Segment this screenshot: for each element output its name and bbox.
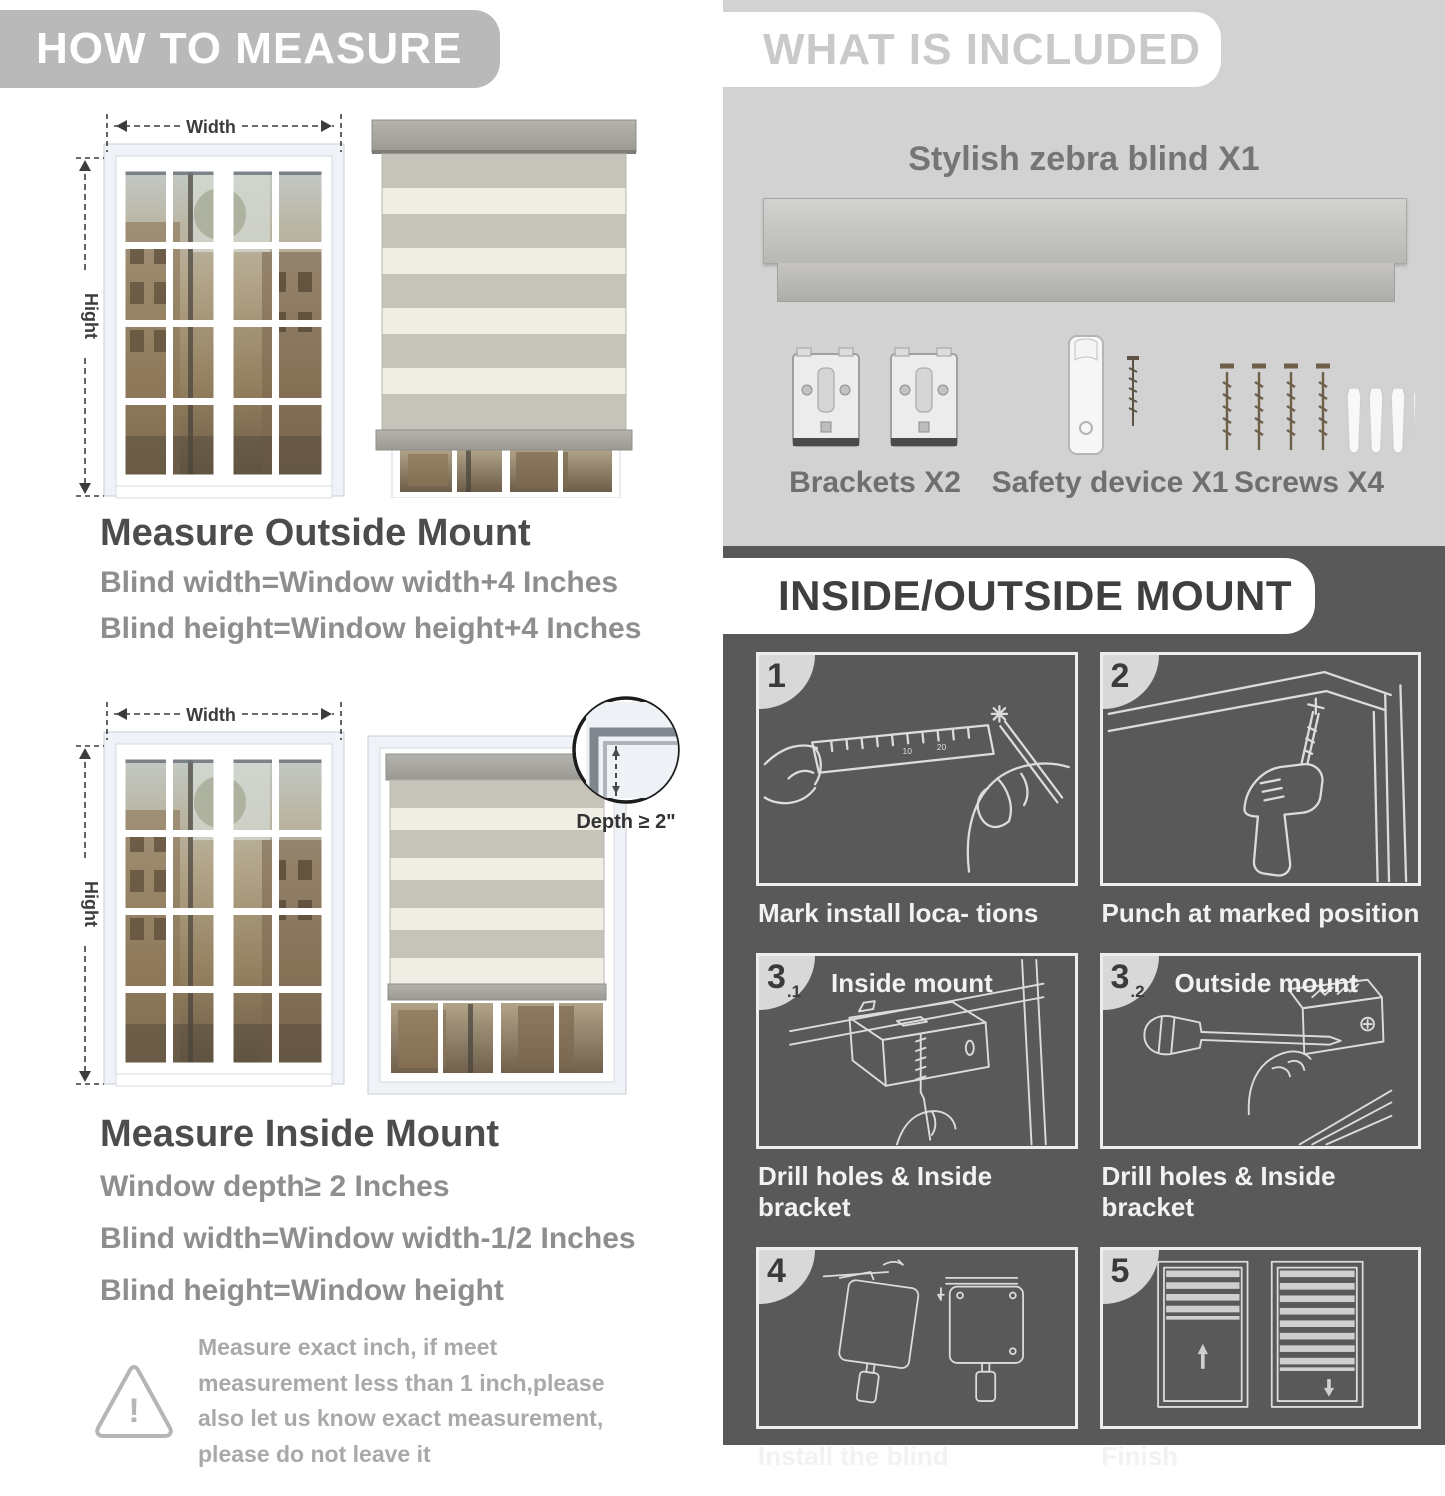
step-3-2-badge: 3 .2 — [1103, 956, 1159, 1010]
brackets-icon — [785, 342, 965, 460]
step-3-1-panel — [756, 953, 1078, 1149]
mount-instructions-section — [723, 546, 1445, 1471]
step-5-badge: 5 — [1103, 1250, 1159, 1304]
zebra-bands — [382, 154, 626, 430]
what-is-included-title: WHAT IS INCLUDED — [763, 24, 1202, 74]
mount-title: INSIDE/OUTSIDE MOUNT — [778, 572, 1293, 619]
step-1-panel — [756, 652, 1078, 886]
inside-mount-line-3: Blind height=Window height — [100, 1274, 504, 1307]
drill-illustration — [1103, 655, 1419, 883]
step-3-1-title: Inside mount — [831, 968, 993, 998]
how-to-measure-header — [0, 10, 500, 88]
step-2-badge: 2 — [1103, 655, 1159, 709]
step-card-2 — [1100, 652, 1422, 929]
depth-callout — [574, 698, 678, 802]
safety-device-label: Safety device X1 — [991, 466, 1229, 499]
step-4-badge: 4 — [759, 1250, 815, 1304]
blind-item-label: Stylish zebra blind X1 — [908, 140, 1260, 178]
width-label-2: Width — [186, 705, 236, 725]
measure-note-text: Measure exact inch, if meet measurement less than 1 inch,please also let us know exact measurement, please do not leave it — [198, 1334, 605, 1467]
mount-header — [723, 558, 1315, 634]
step-2-caption: Punch at marked position — [1101, 898, 1420, 928]
measure-note — [92, 1330, 682, 1473]
step-card-3-2 — [1100, 953, 1422, 1223]
mount-steps-grid — [756, 652, 1421, 1496]
step-card-5 — [1100, 1247, 1422, 1472]
step-3-1-caption: Drill holes & Inside bracket — [758, 1161, 993, 1222]
step-card-4 — [756, 1247, 1078, 1472]
how-to-measure-title: HOW TO MEASURE — [36, 24, 463, 73]
width-label: Width — [186, 117, 236, 137]
step-3-1-badge: 3 .1 — [759, 956, 815, 1010]
step-3-2-panel — [1100, 953, 1422, 1149]
inside-mount-line-2: Blind width=Window width-1/2 Inches — [100, 1222, 636, 1255]
zebra-blind-outside-mount-image — [366, 112, 642, 498]
warning-triangle-icon — [92, 1362, 176, 1440]
brackets-label: Brackets X2 — [789, 466, 961, 499]
step-2-panel — [1100, 652, 1422, 886]
step-card-1 — [756, 652, 1078, 929]
blind-cassette-rail — [777, 263, 1395, 302]
outside-mount-line-1: Blind width=Window width+4 Inches — [100, 566, 619, 599]
height-label: Hight — [81, 293, 101, 339]
outside-mount-title: Measure Outside Mount — [100, 512, 531, 554]
step-5-caption: Finish — [1101, 1441, 1179, 1471]
step-1-badge: 1 — [759, 655, 815, 709]
svg-text:!: ! — [128, 1392, 140, 1431]
svg-text:10: 10 — [902, 745, 913, 756]
screws-icon — [1215, 358, 1415, 462]
zebra-blind-inside-mount-image — [358, 688, 698, 1108]
depth-label: Depth ≥ 2" — [576, 811, 676, 833]
window-measure-diagram-outside — [70, 106, 352, 504]
svg-text:20: 20 — [936, 742, 947, 752]
step-card-3-1 — [756, 953, 1078, 1223]
what-is-included-header — [723, 12, 1221, 87]
inside-mount-title: Measure Inside Mount — [100, 1113, 500, 1155]
outside-mount-line-2: Blind height=Window height+4 Inches — [100, 612, 642, 645]
how-to-measure-section — [0, 0, 723, 1467]
step-3-2-title: Outside mount — [1174, 968, 1358, 998]
safety-device-icon — [1041, 330, 1171, 462]
ruler-marking-illustration — [759, 655, 1075, 883]
window-measure-diagram-inside — [70, 694, 352, 1092]
step-4-panel — [756, 1247, 1078, 1429]
what-is-included-section — [723, 0, 1445, 546]
inside-mount-line-1: Window depth≥ 2 Inches — [100, 1170, 450, 1203]
step-1-caption: Mark install loca- tions — [758, 898, 1039, 928]
blind-cassette-image — [763, 198, 1407, 264]
step-4-caption: Install the blind — [758, 1441, 949, 1471]
screws-label: Screws X4 — [1233, 466, 1385, 499]
step-3-2-caption: Drill holes & Inside bracket — [1101, 1161, 1336, 1222]
step-5-panel — [1100, 1247, 1422, 1429]
height-label-2: Hight — [81, 881, 101, 927]
